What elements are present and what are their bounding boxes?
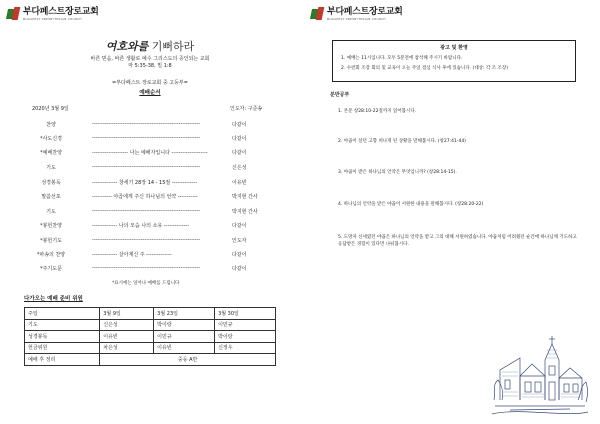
church-logo	[310, 7, 403, 21]
church-logo-icon	[6, 7, 20, 21]
church-name-en: BUDAPEST PRESBYTERIAN CHURCH	[327, 17, 386, 21]
church-building-sketch	[490, 330, 590, 416]
question-item: 1. 본문 창28:10-22절까지 읽어봅시다.	[338, 109, 417, 114]
service-leader: 인도자: 구준송	[230, 106, 263, 112]
order-row: *봉헌기도 ------------------------------------------------------------ 인도자	[40, 237, 247, 244]
table-row: 예배 후 정리 중등 A반	[25, 354, 276, 366]
order-row: 기도 ------------------------------------------------------------ 신은성	[46, 164, 247, 171]
church-logo	[6, 7, 99, 21]
order-heading: 예배순서	[139, 90, 161, 96]
order-row: 말씀선포 ----------- 야곱에게 주신 하나님의 언약 ----------- 박지현 간사	[41, 194, 258, 200]
order-row: *주기도문 ------------------------------------------------------------ 다같이	[40, 265, 247, 272]
question-item: 2. 야곱이 살던 고향 떠나게 된 상황을 말해봅시다. (창27:41-44)	[338, 139, 466, 144]
order-row: *파송의 찬양 -------------- 살아계신 주 -------------- 다같이	[36, 252, 247, 258]
order-row: *봉헌찬양 -------------- 나의 모습 나의 소유 -------------- 다같이	[40, 223, 247, 229]
question-item: 5. 도망자 신세였던 야곱은 하나님의 언약을 받고 그의 대해 서원하였습니다. 야곱처럼 어려웠던 순간에 하나님께 기도하고 응답받은 경험이 있다면 나눠봅시다.	[338, 235, 577, 247]
table-row: 헌금위원 차은성 이유빈 신정우	[25, 342, 276, 354]
verse-ref: 마 5:35-38, 빌 1:8	[128, 63, 172, 69]
sermon-heading: 분반공부	[330, 92, 350, 98]
motto: 바른 믿음, 바른 생활로 예수 그리스도의 증인되는 교회	[90, 56, 210, 62]
order-row: *사도신경 ------------------------------------------------------------ 다같이	[40, 135, 247, 142]
question-item: 3. 야곱이 받은 하나님의 언약은 무엇입니까? (창28:14-15).	[338, 170, 457, 175]
duty-header-row: 주일 3월 9일 3월 23일 3월 30일	[25, 308, 276, 320]
right-page	[300, 0, 600, 424]
notice-title: 광고 및 환영	[440, 45, 468, 51]
service-name: =부다페스트 장로교회 중 고등부=	[112, 80, 188, 86]
order-row: 기도 ------------------------------------------------------------ 박지현 간사	[46, 208, 258, 215]
duty-heading: 다가오는 예배 준비 위원	[24, 296, 83, 302]
church-name: 부다페스트장로교회	[327, 7, 403, 17]
service-date: 2020년 3월 9일	[32, 106, 69, 112]
notice-item: 2. 수련회 조장 회의 및 교육이 오늘 주일 점심 식사 후에 있습니다. (대상: 각 조 조장)	[341, 66, 508, 71]
table-row: 기도 신은성 박이랑 이민규	[25, 319, 276, 331]
order-row: 찬양 ------------------------------------------------------------ 다같이	[46, 121, 247, 128]
church-name-en: BUDAPEST PRESBYTERIAN CHURCH	[23, 17, 82, 21]
order-row: *예배찬양 -------------------- 나는 예배자입니다 -------------------- 다같이	[40, 150, 247, 156]
standing-note: *표시에는 일어나 예배를 드립니다	[112, 281, 180, 286]
church-logo-icon	[310, 7, 324, 21]
order-row: 성경봉독 -------------- 창세기 28장 14 - 15절 -------------- 이유빈	[41, 180, 247, 186]
notice-box	[332, 40, 576, 82]
notice-item: 1. 예배는 11시입니다. 모두 5분전에 참석해 주시기 바랍니다.	[341, 56, 463, 61]
duty-table	[24, 307, 276, 366]
question-item: 4. 하나님의 언약을 받은 야곱이 서원한 내용을 말해봅시다. (창28:20-22)	[338, 202, 484, 207]
table-row: 성경봉독 이유빈 이민규 박이랑	[25, 331, 276, 343]
church-name: 부다페스트장로교회	[23, 7, 99, 17]
page-title: 여호와를 기뻐하라	[105, 40, 195, 53]
